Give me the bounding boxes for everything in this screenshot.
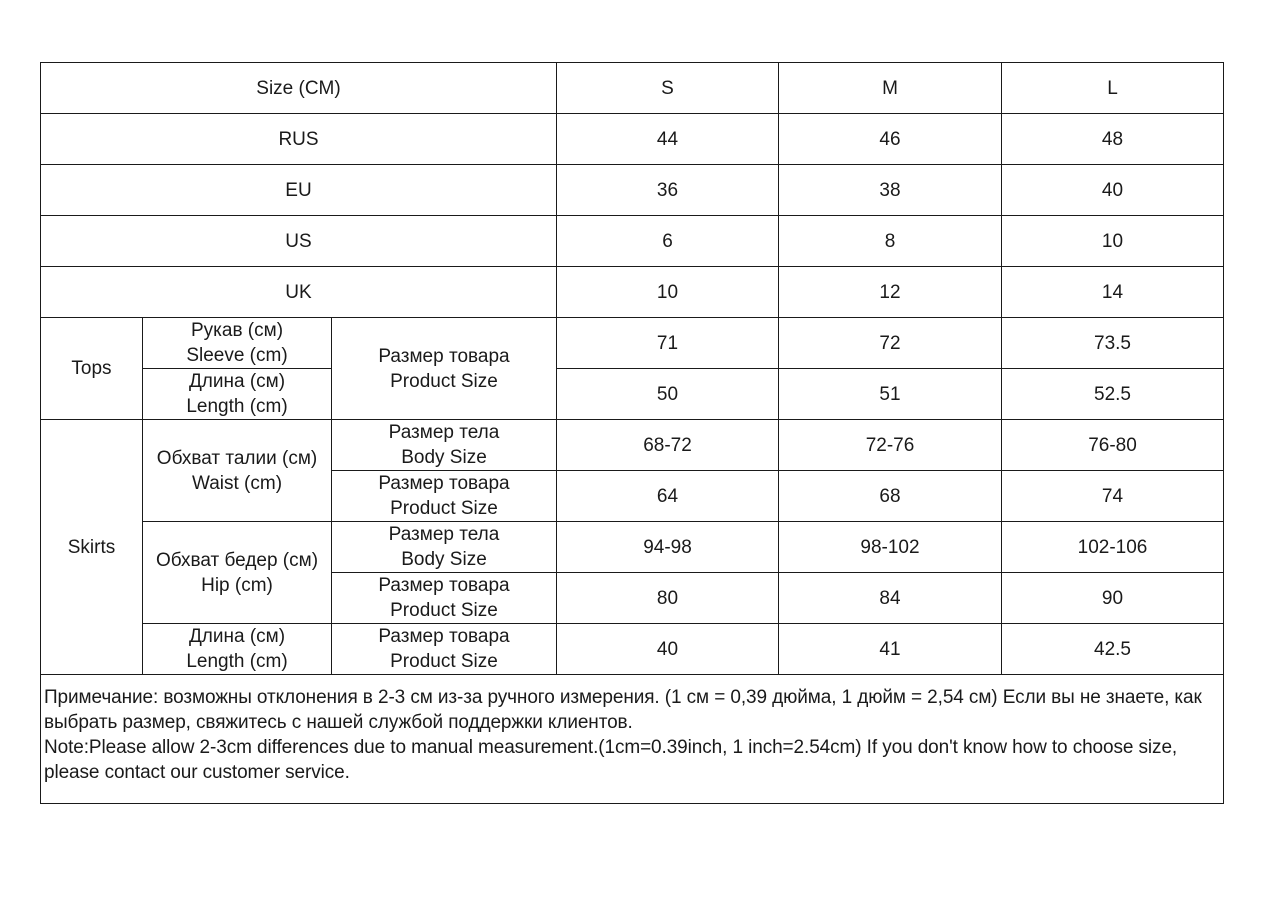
value-cell: 68-72 — [557, 420, 779, 471]
value-cell: 42.5 — [1002, 624, 1224, 675]
size-l-header: L — [1002, 63, 1224, 114]
measure-label — [143, 522, 332, 624]
measure-label — [143, 624, 332, 675]
skirts-length-row — [41, 624, 1224, 675]
header-row — [41, 63, 1224, 114]
measure-label-ru: Длина (см) — [188, 626, 286, 647]
measure-label — [143, 318, 332, 369]
measure-label-ru: Длина (см) — [188, 371, 286, 392]
value-cell: 102-106 — [1002, 522, 1224, 573]
value-cell: 52.5 — [1002, 369, 1224, 420]
note-en: Note:Please allow 2-3cm differences due to manual measurement.(1cm=0.39inch, 1 inch=2.54cm) If you don't know how to choose size, please contact our customer service. — [44, 737, 1178, 783]
value-cell: 71 — [557, 318, 779, 369]
value-cell: 36 — [557, 165, 779, 216]
value-cell: 12 — [779, 267, 1002, 318]
tops-length-row — [41, 369, 1224, 420]
value-cell: 73.5 — [1002, 318, 1224, 369]
measure-label-en: Waist (cm) — [191, 472, 283, 494]
size-s-header: S — [557, 63, 779, 114]
value-cell: 84 — [779, 573, 1002, 624]
measure-label-ru: Обхват талии (см) — [156, 447, 318, 469]
size-type-ru: Размер товара — [378, 473, 510, 494]
measure-label-ru: Рукав (см) — [190, 320, 284, 341]
measure-label-ru: Обхват бедер (см) — [155, 549, 319, 571]
measure-label-en: Hip (cm) — [201, 574, 273, 596]
measure-label — [143, 420, 332, 522]
uk-row — [41, 267, 1224, 318]
tops-sleeve-row — [41, 318, 1224, 369]
value-cell: 48 — [1002, 114, 1224, 165]
rus-row — [41, 114, 1224, 165]
measure-label — [143, 369, 332, 420]
note-cell — [41, 675, 1224, 804]
value-cell: 74 — [1002, 471, 1224, 522]
size-type-en: Body Size — [401, 549, 487, 570]
value-cell: 64 — [557, 471, 779, 522]
size-type-label — [332, 420, 557, 471]
value-cell: 14 — [1002, 267, 1224, 318]
size-type-en: Product Size — [390, 651, 498, 672]
size-type-label — [332, 573, 557, 624]
region-label: US — [41, 216, 557, 267]
value-cell: 51 — [779, 369, 1002, 420]
value-cell: 98-102 — [779, 522, 1002, 573]
value-cell: 10 — [557, 267, 779, 318]
size-type-ru: Размер товара — [378, 575, 510, 596]
region-label: RUS — [41, 114, 557, 165]
value-cell: 80 — [557, 573, 779, 624]
value-cell: 50 — [557, 369, 779, 420]
size-type-en: Body Size — [401, 447, 487, 468]
value-cell: 40 — [1002, 165, 1224, 216]
value-cell: 76-80 — [1002, 420, 1224, 471]
skirts-waist-body-row — [41, 420, 1224, 471]
size-type-ru: Размер тела — [388, 422, 500, 443]
note-row — [41, 675, 1224, 804]
size-m-header: M — [779, 63, 1002, 114]
size-type-ru: Размер товара — [378, 345, 510, 367]
value-cell: 68 — [779, 471, 1002, 522]
value-cell: 44 — [557, 114, 779, 165]
size-type-en: Product Size — [390, 600, 498, 621]
size-type-ru: Размер тела — [388, 524, 500, 545]
us-row — [41, 216, 1224, 267]
size-type-label — [332, 624, 557, 675]
size-type-label — [332, 522, 557, 573]
skirts-hip-body-row — [41, 522, 1224, 573]
value-cell: 72 — [779, 318, 1002, 369]
tops-label: Tops — [41, 318, 143, 420]
size-type-label — [332, 471, 557, 522]
value-cell: 46 — [779, 114, 1002, 165]
size-chart-table — [40, 62, 1224, 804]
measure-label-en: Length (cm) — [186, 396, 288, 417]
note-ru: Примечание: возможны отклонения в 2-3 см из-за ручного измерения. (1 см = 0,39 дюйма, 1 дюйм = 2,54 см) Если вы не знаете, как выбрать размер, свяжитесь с нашей службой поддержки клиентов. — [44, 687, 1202, 733]
size-cm-header: Size (CM) — [41, 63, 557, 114]
skirts-label: Skirts — [41, 420, 143, 675]
value-cell: 40 — [557, 624, 779, 675]
size-type-label — [332, 318, 557, 420]
value-cell: 90 — [1002, 573, 1224, 624]
value-cell: 94-98 — [557, 522, 779, 573]
value-cell: 10 — [1002, 216, 1224, 267]
value-cell: 38 — [779, 165, 1002, 216]
region-label: EU — [41, 165, 557, 216]
value-cell: 72-76 — [779, 420, 1002, 471]
value-cell: 6 — [557, 216, 779, 267]
size-type-en: Product Size — [390, 370, 498, 392]
measure-label-en: Sleeve (cm) — [186, 345, 288, 366]
size-type-en: Product Size — [390, 498, 498, 519]
size-type-ru: Размер товара — [378, 626, 510, 647]
eu-row — [41, 165, 1224, 216]
value-cell: 8 — [779, 216, 1002, 267]
value-cell: 41 — [779, 624, 1002, 675]
region-label: UK — [41, 267, 557, 318]
measure-label-en: Length (cm) — [186, 651, 288, 672]
